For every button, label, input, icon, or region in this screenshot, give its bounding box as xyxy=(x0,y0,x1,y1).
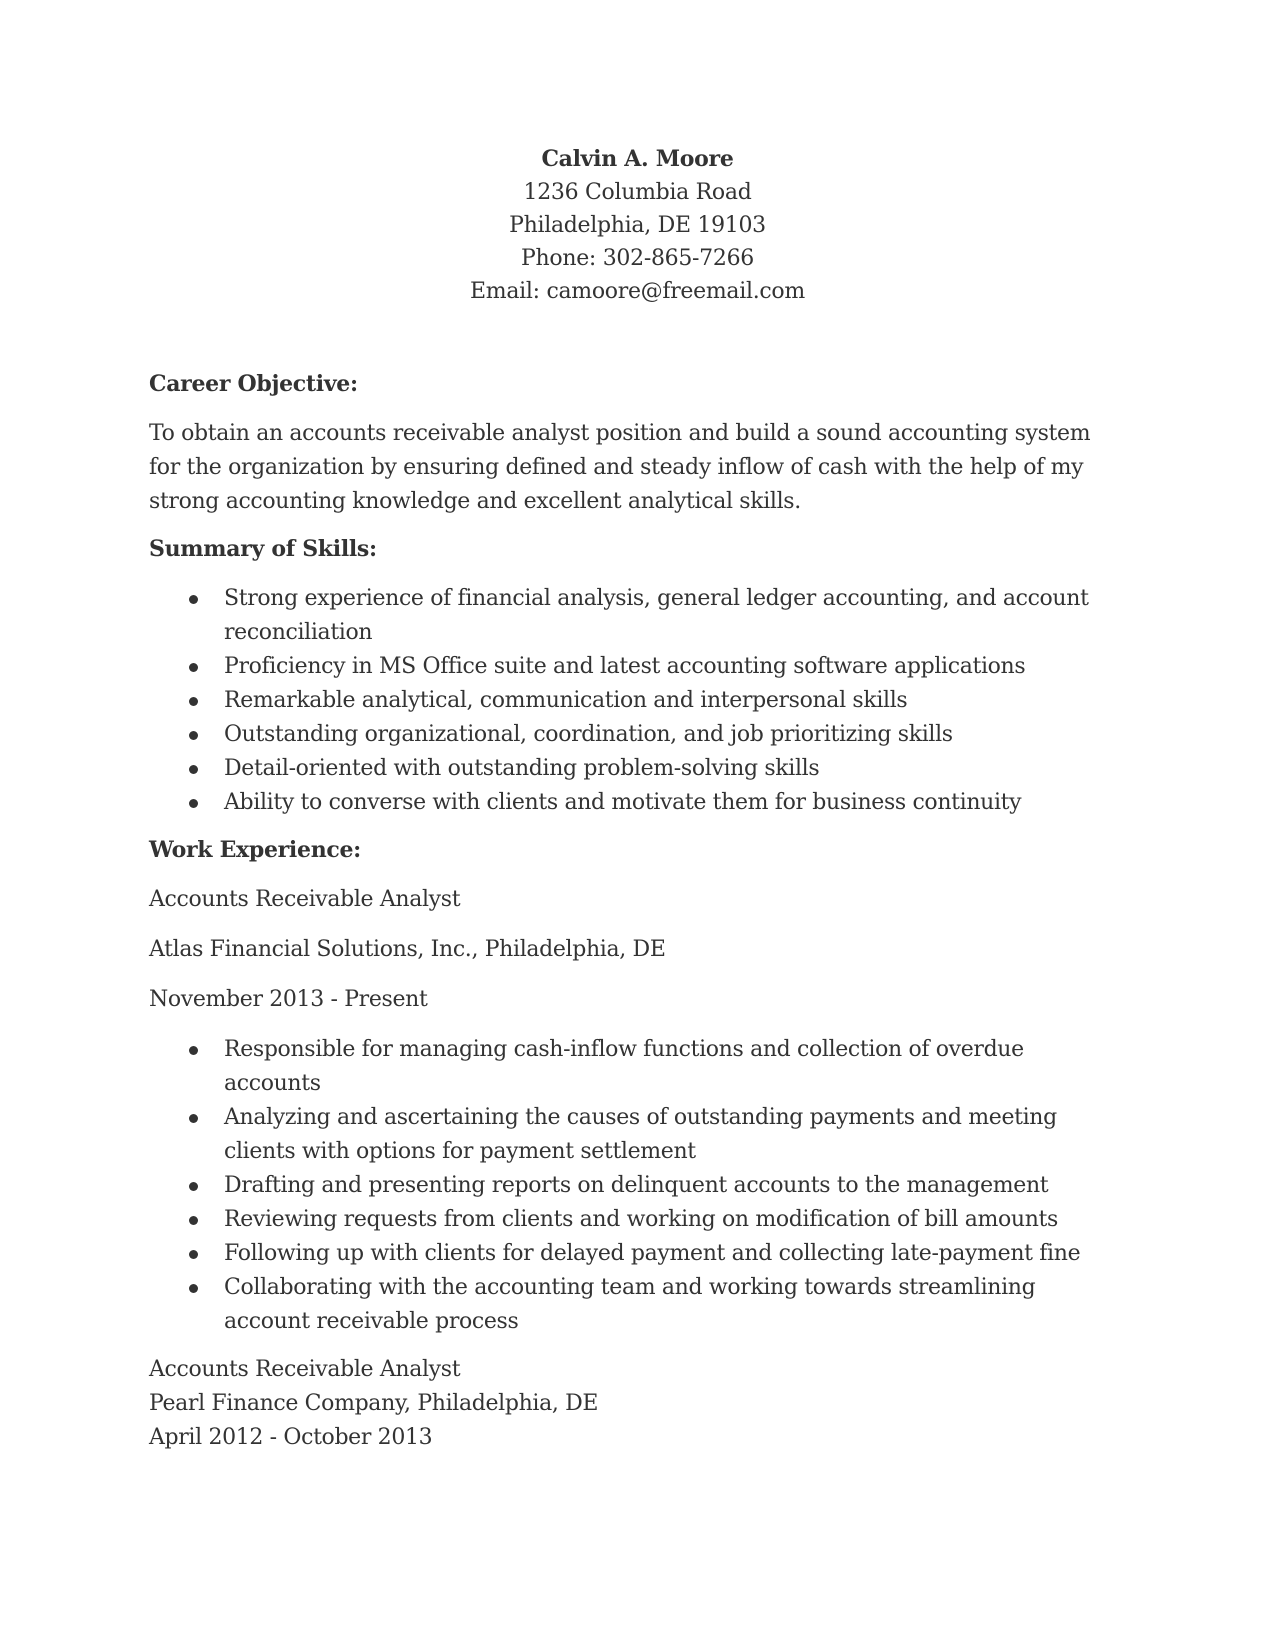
duty-item: Reviewing requests from clients and working on modification of bill amounts xyxy=(149,1203,1109,1237)
job-company: Atlas Financial Solutions, Inc., Philadelphia, DE xyxy=(149,937,666,962)
address-line-2: Philadelphia, DE 19103 xyxy=(509,213,766,238)
skill-item: Remarkable analytical, communication and interpersonal skills xyxy=(149,684,1109,718)
duty-item: Drafting and presenting reports on delinquent accounts to the management xyxy=(149,1169,1109,1203)
bullet-icon xyxy=(189,1216,198,1225)
work-experience-heading: Work Experience: xyxy=(149,837,361,863)
email: Email: camoore@freemail.com xyxy=(470,279,805,304)
bullet-icon xyxy=(189,1250,198,1259)
skill-item: Proficiency in MS Office suite and latest accounting software applications xyxy=(149,650,1109,684)
resume-body xyxy=(149,368,1109,1455)
bullet-icon xyxy=(189,697,198,706)
bullet-icon xyxy=(189,663,198,672)
bullet-icon xyxy=(189,595,198,604)
skill-item: Detail-oriented with outstanding problem-solving skills xyxy=(149,752,1109,786)
skill-item: Outstanding organizational, coordination, and job prioritizing skills xyxy=(149,718,1109,752)
duty-item: Collaborating with the accounting team and working towards streamlining account receivable process xyxy=(149,1271,1109,1339)
bullet-icon xyxy=(189,799,198,808)
job-dates: November 2013 - Present xyxy=(149,987,428,1012)
career-objective-text: To obtain an accounts receivable analyst position and build a sound accounting system for the organization by ensuring defined and steady inflow of cash with the help of my strong accounting knowledge and excellent analytical skills. xyxy=(149,421,1091,514)
duty-item: Analyzing and ascertaining the causes of outstanding payments and meeting clients with options for payment settlement xyxy=(149,1101,1109,1169)
job-title: Accounts Receivable Analyst xyxy=(149,887,461,912)
bullet-icon xyxy=(189,1284,198,1293)
candidate-name: Calvin A. Moore xyxy=(541,146,734,172)
skill-item: Ability to converse with clients and motivate them for business continuity xyxy=(149,786,1109,820)
bullet-icon xyxy=(189,731,198,740)
duty-item: Responsible for managing cash-inflow functions and collection of overdue accounts xyxy=(149,1033,1109,1101)
skills-heading: Summary of Skills: xyxy=(149,536,377,562)
bullet-icon xyxy=(189,1182,198,1191)
job-duties-list xyxy=(149,1033,1109,1339)
contact-header xyxy=(0,143,1275,308)
skills-list xyxy=(149,582,1109,820)
address-line-1: 1236 Columbia Road xyxy=(523,180,752,205)
job-dates: April 2012 - October 2013 xyxy=(149,1425,433,1450)
job-title: Accounts Receivable Analyst xyxy=(149,1357,461,1382)
career-objective-heading: Career Objective: xyxy=(149,371,358,397)
phone: Phone: 302-865-7266 xyxy=(521,246,754,271)
skill-item: Strong experience of financial analysis, general ledger accounting, and account reconciliation xyxy=(149,582,1109,650)
bullet-icon xyxy=(189,765,198,774)
bullet-icon xyxy=(189,1114,198,1123)
job-company: Pearl Finance Company, Philadelphia, DE xyxy=(149,1391,599,1416)
duty-item: Following up with clients for delayed payment and collecting late-payment fine xyxy=(149,1237,1109,1271)
bullet-icon xyxy=(189,1046,198,1055)
